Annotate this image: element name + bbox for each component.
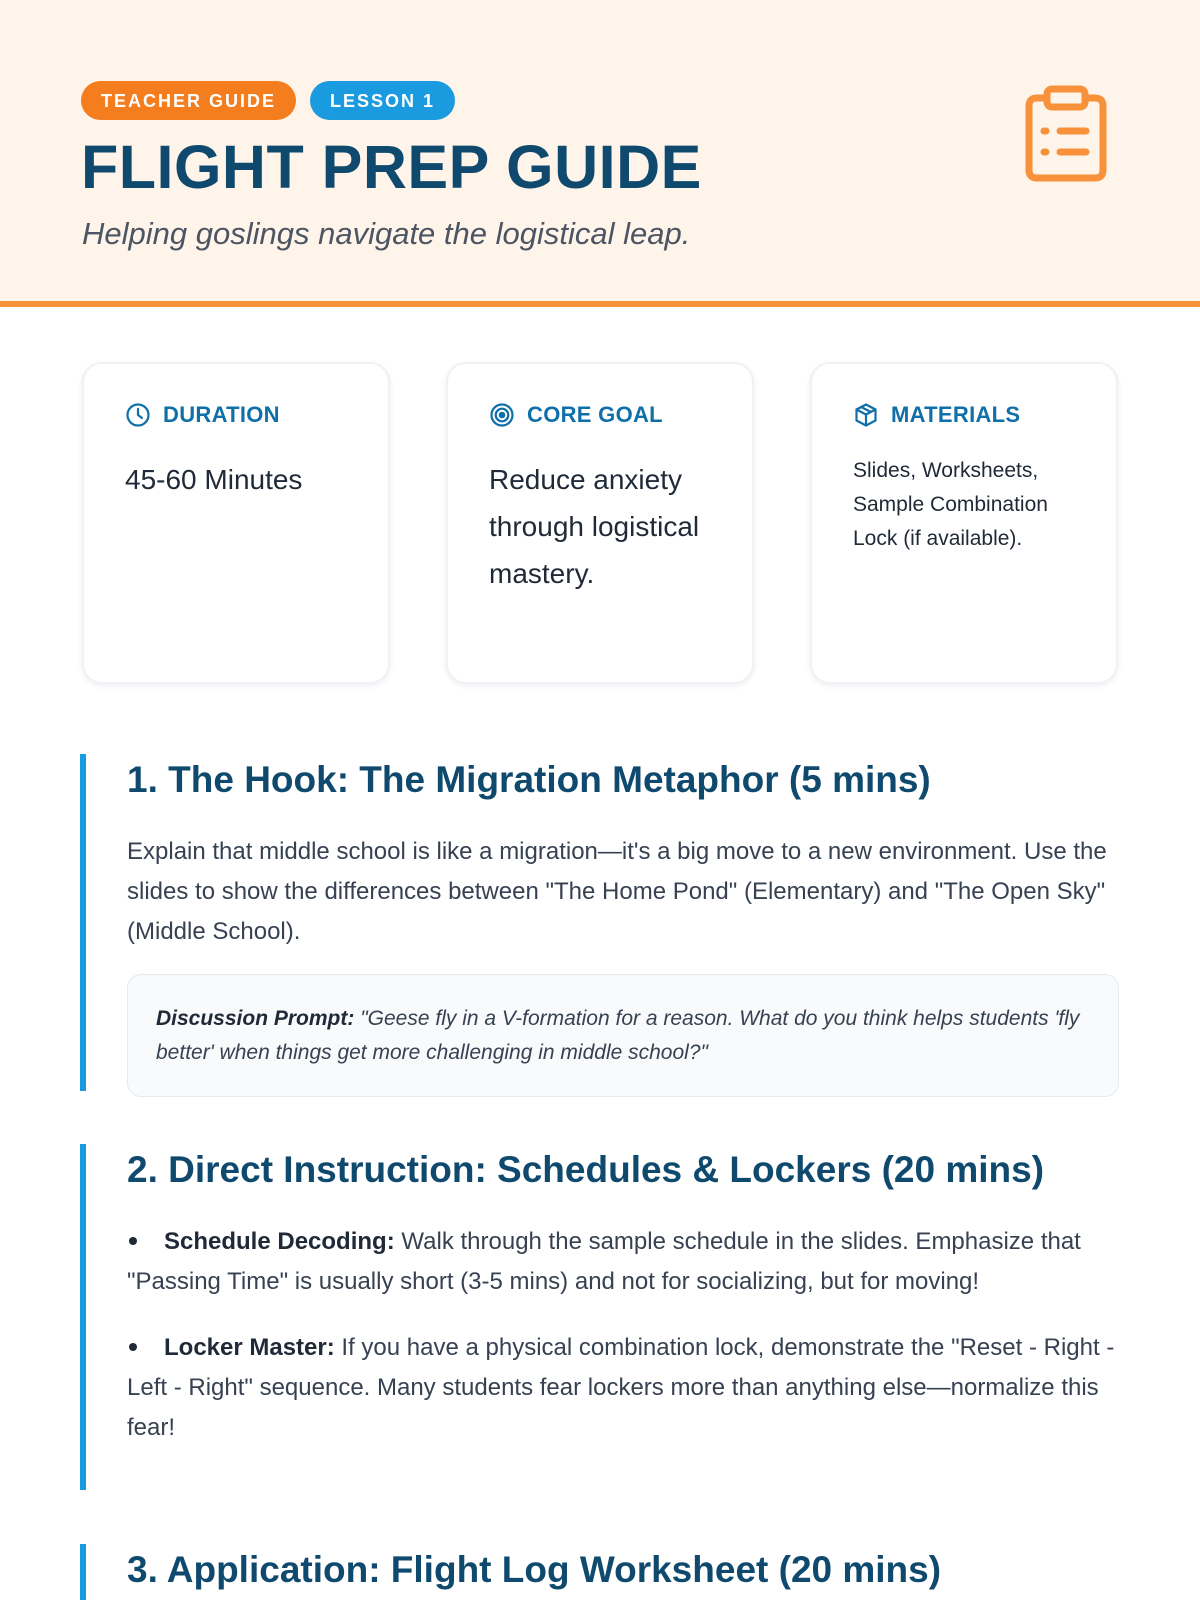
clipboard-list-icon <box>1023 84 1109 184</box>
materials-label: MATERIALS <box>891 402 1021 427</box>
bullet-icon <box>129 1343 137 1351</box>
section-direct-instruction <box>80 1144 1120 1490</box>
discussion-prompt-text: "Geese fly in a V-formation for a reason. What do you think helps students 'fly better' when things get more challenging in middle school?" <box>156 1007 1080 1065</box>
discussion-prompt-box <box>127 974 1119 1097</box>
section-title: 3. Application: Flight Log Worksheet (20 mins) <box>127 1549 942 1590</box>
core-goal-card <box>446 362 754 684</box>
teacher-guide-badge: TEACHER GUIDE <box>81 81 296 120</box>
target-icon <box>489 402 515 428</box>
core-goal-value: Reduce anxiety through logistical mastery. <box>489 464 700 589</box>
clock-icon <box>125 402 151 428</box>
badge-row <box>81 81 455 120</box>
duration-label: DURATION <box>163 402 280 427</box>
page-title: FLIGHT PREP GUIDE <box>81 133 702 201</box>
section-hook <box>80 754 1120 1091</box>
discussion-prompt-label: Discussion Prompt: <box>156 1007 355 1031</box>
package-icon <box>853 402 879 428</box>
section-title: 1. The Hook: The Migration Metaphor (5 mins) <box>127 759 931 800</box>
page-subtitle: Helping goslings navigate the logistical leap. <box>82 216 691 251</box>
list-item-label: Schedule Decoding: <box>164 1228 395 1256</box>
section-title: 2. Direct Instruction: Schedules & Lockers (20 mins) <box>127 1149 1045 1190</box>
bullet-icon <box>129 1237 137 1245</box>
list-item-text: If you have a physical combination lock, demonstrate the "Reset - Right - Left - Right" sequence. Many students fear lockers more than anything else—normalize this fear! <box>127 1334 1115 1442</box>
core-goal-label: CORE GOAL <box>527 402 663 427</box>
list-item-label: Locker Master: <box>164 1334 335 1362</box>
info-cards <box>82 362 1118 684</box>
list-item-text: Walk through the sample schedule in the slides. Emphasize that "Passing Time" is usually short (3-5 mins) and not for socializing, but for moving! <box>127 1228 1081 1296</box>
duration-value: 45-60 Minutes <box>125 464 303 495</box>
materials-value: Slides, Worksheets, Sample Combination Lock (if available). <box>853 459 1048 550</box>
list-item <box>127 1222 1117 1302</box>
header <box>0 0 1200 307</box>
duration-card <box>82 362 390 684</box>
section-body: Explain that middle school is like a migration—it's a big move to a new environment. Use the slides to show the differences between "The Home Pond" (Elementary) and "The Open Sky" (Middle School). <box>127 838 1107 946</box>
section-application <box>80 1544 1120 1600</box>
lesson-badge: LESSON 1 <box>310 81 455 120</box>
list-item <box>127 1328 1117 1448</box>
materials-card <box>810 362 1118 684</box>
bullet-list <box>127 1222 1120 1448</box>
